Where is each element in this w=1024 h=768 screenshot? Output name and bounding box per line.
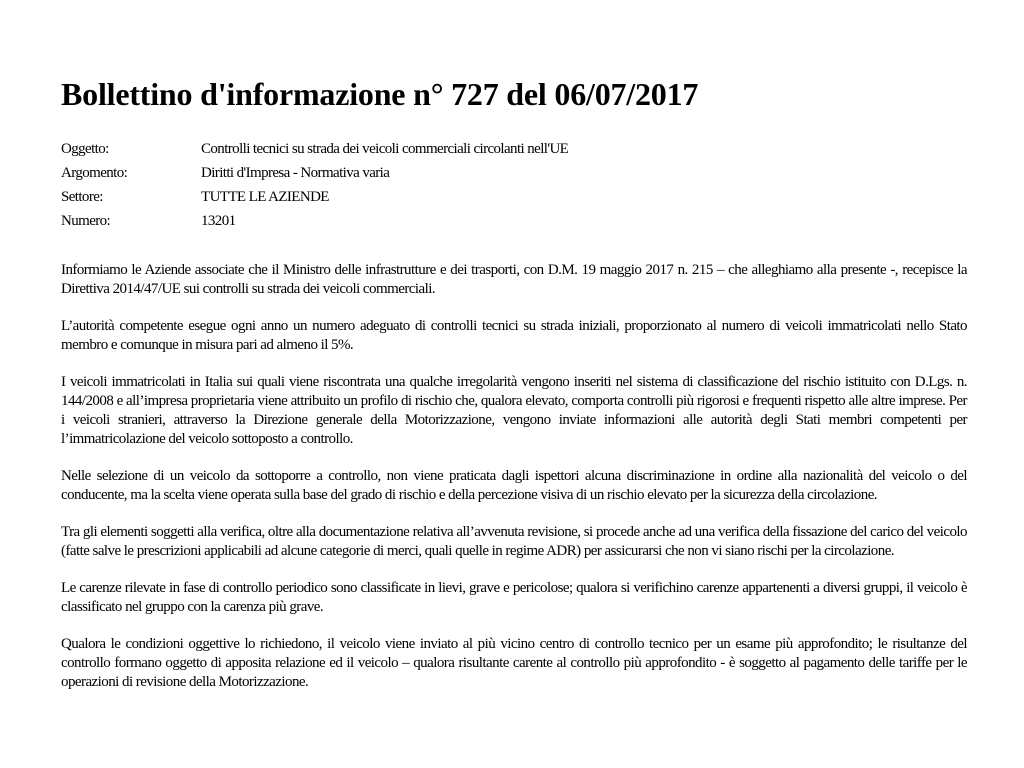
body-paragraph: Informiamo le Aziende associate che il Ministro delle infrastrutture e dei trasporti, con D.M. 19 maggio 2017 n. 215 – che alleghiamo alla presente -, recepisce la Direttiva 2014/47/UE sui controlli su strada dei veicoli commerciali. bbox=[61, 262, 967, 297]
body-paragraph: Nelle selezione di un veicolo da sottoporre a controllo, non viene praticata dagli ispettori alcuna discriminazione in ordine alla nazionalità del veicolo o del conducente, ma la scelta viene operata sulla base del grado di rischio e della percezione visiva di un rischio elevato per la sicurezza della circolazione. bbox=[61, 468, 967, 503]
body-paragraph: L’autorità competente esegue ogni anno un numero adeguato di controlli tecnici su strada iniziali, proporzionato al numero di veicoli immatricolati nello Stato membro e comunque in misura pari ad almeno il 5%. bbox=[61, 318, 967, 353]
metadata-value: TUTTE LE AZIENDE bbox=[201, 189, 329, 205]
metadata-value: Diritti d'Impresa - Normativa varia bbox=[201, 165, 390, 181]
metadata-row-oggetto bbox=[61, 137, 967, 161]
body-paragraph: Le carenze rilevate in fase di controllo periodico sono classificate in lievi, grave e pericolose; qualora si verifichino carenze appartenenti a diversi gruppi, il veicolo è classificato nel gruppo con la carenza più grave. bbox=[61, 580, 967, 615]
bulletin-body bbox=[61, 261, 967, 710]
metadata-label: Settore: bbox=[61, 189, 103, 205]
metadata-row-numero bbox=[61, 209, 967, 233]
metadata-row-argomento bbox=[61, 161, 967, 185]
metadata-value: 13201 bbox=[201, 213, 236, 229]
metadata-label: Numero: bbox=[61, 213, 111, 229]
page-title: Bollettino d'informazione n° 727 del 06/07/2017 bbox=[61, 76, 699, 112]
body-paragraph: Qualora le condizioni oggettive lo richiedono, il veicolo viene inviato al più vicino centro di controllo tecnico per un esame più approfondito; le risultanze del controllo formano oggetto di apposita relazione ed il veicolo – qualora risultante carente al controllo più approfondito - è soggetto al pagamento delle tariffe per le operazioni di revisione della Motorizzazione. bbox=[61, 636, 967, 690]
body-paragraph: I veicoli immatricolati in Italia sui quali viene riscontrata una qualche irregolarità vengono inseriti nel sistema di classificazione del rischio istituito con D.Lgs. n. 144/2008 e all’impresa proprietaria viene attribuito un profilo di rischio che, qualora elevato, comporta controlli più rigorosi e frequenti rispetto alle altre imprese. Per i veicoli stranieri, attraverso la Direzione generale della Motorizzazione, vengono inviate informazioni alle autorità degli Stati membri competenti per l’immatricolazione del veicolo sottoposto a controllo. bbox=[61, 374, 967, 447]
metadata-label: Oggetto: bbox=[61, 141, 109, 157]
metadata-table bbox=[61, 137, 967, 233]
body-paragraph: Tra gli elementi soggetti alla verifica, oltre alla documentazione relativa all’avvenuta revisione, si procede anche ad una verifica della fissazione del carico del veicolo (fatte salve le prescrizioni applicabili ad alcune categorie di merci, quali quelle in regime ADR) per assicurarsi che non vi siano rischi per la circolazione. bbox=[61, 524, 967, 559]
metadata-value: Controlli tecnici su strada dei veicoli commerciali circolanti nell'UE bbox=[201, 141, 569, 157]
metadata-label: Argomento: bbox=[61, 165, 128, 181]
metadata-row-settore bbox=[61, 185, 967, 209]
